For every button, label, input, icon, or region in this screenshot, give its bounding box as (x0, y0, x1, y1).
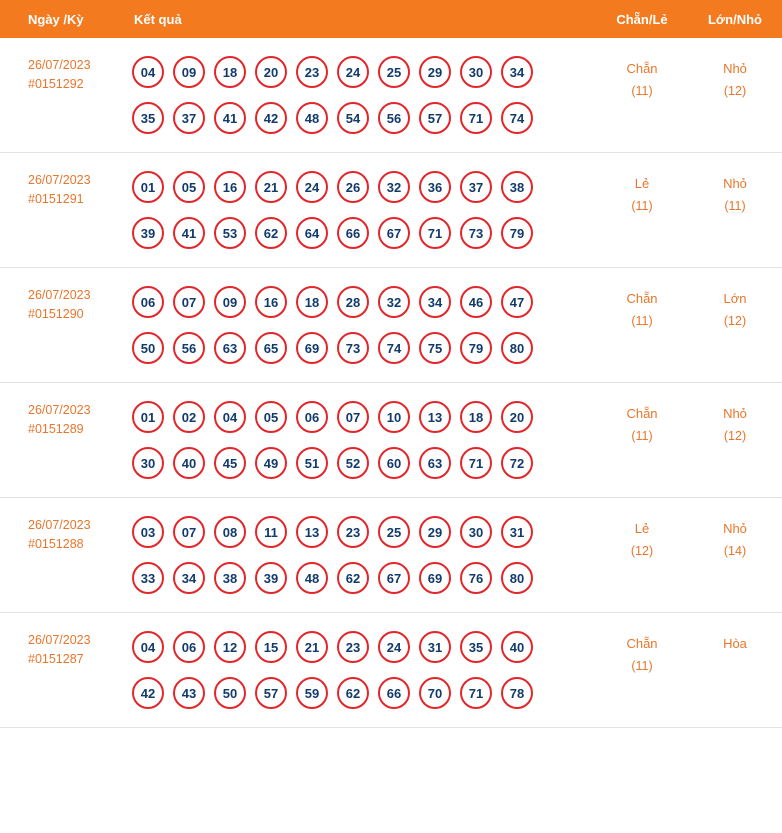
number-ball: 09 (173, 56, 205, 88)
number-ball: 09 (214, 286, 246, 318)
number-ball: 07 (337, 401, 369, 433)
number-ball: 23 (337, 516, 369, 548)
odd-even-value: Lẻ (634, 521, 650, 536)
draw-code: #0151291 (28, 192, 84, 206)
number-ball: 02 (173, 401, 205, 433)
odd-even-cell (596, 383, 688, 498)
big-small-value: Nhỏ (723, 61, 747, 76)
draw-code: #0151289 (28, 422, 84, 436)
table-row (0, 268, 782, 383)
number-ball: 31 (419, 631, 451, 663)
number-ball: 66 (378, 677, 410, 709)
big-small-value: Nhỏ (723, 521, 747, 536)
number-ball: 18 (296, 286, 328, 318)
number-ball: 20 (501, 401, 533, 433)
number-ball: 80 (501, 562, 533, 594)
number-ball: 13 (296, 516, 328, 548)
number-ball: 41 (173, 217, 205, 249)
number-ball-row (132, 447, 595, 479)
number-ball: 24 (337, 56, 369, 88)
odd-even-cell (596, 38, 688, 153)
odd-even-count: (11) (631, 314, 653, 328)
column-header-odd-even: Chẵn/Lẻ (596, 0, 688, 38)
number-ball-row (132, 562, 595, 594)
number-ball: 13 (419, 401, 451, 433)
draw-date: 26/07/2023 (28, 288, 91, 302)
number-ball: 74 (501, 102, 533, 134)
number-ball-row (132, 217, 595, 249)
number-ball-row (132, 286, 595, 318)
number-ball: 48 (296, 102, 328, 134)
table-row (0, 38, 782, 153)
draw-code: #0151288 (28, 537, 84, 551)
big-small-count: (14) (723, 544, 747, 558)
number-ball: 72 (501, 447, 533, 479)
column-header-date: Ngày /Kỳ (0, 0, 126, 38)
number-ball: 21 (296, 631, 328, 663)
number-ball: 23 (337, 631, 369, 663)
number-ball: 71 (460, 102, 492, 134)
draw-date-cell (0, 498, 126, 613)
number-ball-row (132, 677, 595, 709)
number-ball: 38 (214, 562, 246, 594)
number-ball: 67 (378, 217, 410, 249)
number-ball: 74 (378, 332, 410, 364)
number-ball: 06 (296, 401, 328, 433)
result-cell (126, 38, 596, 153)
number-ball-row (132, 171, 595, 203)
draw-date-cell (0, 153, 126, 268)
number-ball-row (132, 631, 595, 663)
number-ball: 10 (378, 401, 410, 433)
number-ball: 43 (173, 677, 205, 709)
number-ball: 16 (214, 171, 246, 203)
odd-even-cell (596, 498, 688, 613)
big-small-value: Nhỏ (723, 176, 747, 191)
number-ball: 39 (132, 217, 164, 249)
number-ball: 05 (173, 171, 205, 203)
draw-code: #0151292 (28, 77, 84, 91)
odd-even-value: Chẵn (626, 406, 658, 421)
number-ball: 39 (255, 562, 287, 594)
number-ball: 25 (378, 516, 410, 548)
odd-even-value: Lẻ (634, 176, 650, 191)
table-header (0, 0, 782, 38)
draw-date-cell (0, 613, 126, 728)
number-ball: 52 (337, 447, 369, 479)
number-ball: 03 (132, 516, 164, 548)
number-ball: 53 (214, 217, 246, 249)
number-ball: 45 (214, 447, 246, 479)
number-ball: 70 (419, 677, 451, 709)
number-ball: 01 (132, 171, 164, 203)
big-small-count: (12) (723, 84, 747, 98)
number-ball: 25 (378, 56, 410, 88)
number-ball: 37 (173, 102, 205, 134)
number-ball: 71 (460, 677, 492, 709)
big-small-cell (688, 268, 782, 383)
number-ball: 24 (378, 631, 410, 663)
number-ball: 36 (419, 171, 451, 203)
number-ball: 46 (460, 286, 492, 318)
number-ball: 57 (419, 102, 451, 134)
number-ball: 64 (296, 217, 328, 249)
number-ball: 73 (337, 332, 369, 364)
odd-even-cell (596, 268, 688, 383)
number-ball: 04 (132, 631, 164, 663)
number-ball: 57 (255, 677, 287, 709)
number-ball: 32 (378, 286, 410, 318)
column-header-big-small: Lớn/Nhỏ (688, 0, 782, 38)
table-row (0, 383, 782, 498)
number-ball: 23 (296, 56, 328, 88)
draw-date: 26/07/2023 (28, 173, 91, 187)
number-ball: 30 (460, 56, 492, 88)
table-body (0, 38, 782, 728)
big-small-value: Nhỏ (723, 406, 747, 421)
number-ball: 40 (501, 631, 533, 663)
odd-even-count: (11) (631, 84, 653, 98)
big-small-count: (12) (723, 314, 747, 328)
number-ball: 34 (501, 56, 533, 88)
odd-even-value: Chẵn (626, 291, 658, 306)
number-ball: 07 (173, 286, 205, 318)
number-ball: 05 (255, 401, 287, 433)
result-cell (126, 613, 596, 728)
number-ball: 35 (460, 631, 492, 663)
number-ball: 62 (255, 217, 287, 249)
number-ball: 08 (214, 516, 246, 548)
big-small-cell (688, 383, 782, 498)
number-ball: 62 (337, 562, 369, 594)
number-ball: 26 (337, 171, 369, 203)
number-ball: 29 (419, 56, 451, 88)
table-header-row (0, 0, 782, 38)
number-ball: 73 (460, 217, 492, 249)
number-ball: 04 (214, 401, 246, 433)
number-ball: 33 (132, 562, 164, 594)
odd-even-cell (596, 613, 688, 728)
draw-code: #0151287 (28, 652, 84, 666)
draw-date: 26/07/2023 (28, 518, 91, 532)
odd-even-value: Chẵn (626, 61, 658, 76)
odd-even-cell (596, 153, 688, 268)
number-ball: 49 (255, 447, 287, 479)
number-ball: 06 (173, 631, 205, 663)
number-ball: 29 (419, 516, 451, 548)
number-ball: 42 (132, 677, 164, 709)
number-ball: 21 (255, 171, 287, 203)
number-ball: 18 (460, 401, 492, 433)
odd-even-count: (11) (631, 659, 653, 673)
number-ball: 65 (255, 332, 287, 364)
number-ball: 15 (255, 631, 287, 663)
number-ball: 07 (173, 516, 205, 548)
number-ball: 04 (132, 56, 164, 88)
table-row (0, 498, 782, 613)
big-small-cell (688, 38, 782, 153)
odd-even-count: (11) (631, 429, 653, 443)
number-ball: 32 (378, 171, 410, 203)
number-ball: 69 (419, 562, 451, 594)
number-ball: 48 (296, 562, 328, 594)
number-ball: 28 (337, 286, 369, 318)
number-ball: 20 (255, 56, 287, 88)
number-ball: 60 (378, 447, 410, 479)
number-ball-row (132, 332, 595, 364)
odd-even-count: (11) (631, 199, 653, 213)
table-row (0, 613, 782, 728)
number-ball: 35 (132, 102, 164, 134)
number-ball: 62 (337, 677, 369, 709)
draw-code: #0151290 (28, 307, 84, 321)
result-cell (126, 153, 596, 268)
table-row (0, 153, 782, 268)
number-ball: 50 (132, 332, 164, 364)
number-ball-row (132, 401, 595, 433)
result-cell (126, 383, 596, 498)
big-small-value: Lớn (723, 291, 747, 306)
number-ball: 16 (255, 286, 287, 318)
number-ball: 71 (460, 447, 492, 479)
number-ball: 18 (214, 56, 246, 88)
big-small-cell (688, 613, 782, 728)
number-ball-row (132, 102, 595, 134)
number-ball: 37 (460, 171, 492, 203)
big-small-cell (688, 498, 782, 613)
big-small-cell (688, 153, 782, 268)
number-ball: 59 (296, 677, 328, 709)
number-ball: 12 (214, 631, 246, 663)
number-ball: 41 (214, 102, 246, 134)
number-ball: 54 (337, 102, 369, 134)
number-ball: 47 (501, 286, 533, 318)
number-ball: 78 (501, 677, 533, 709)
number-ball-row (132, 516, 595, 548)
number-ball: 56 (378, 102, 410, 134)
number-ball: 31 (501, 516, 533, 548)
number-ball: 51 (296, 447, 328, 479)
number-ball: 66 (337, 217, 369, 249)
number-ball: 76 (460, 562, 492, 594)
number-ball: 69 (296, 332, 328, 364)
number-ball: 34 (173, 562, 205, 594)
draw-date-cell (0, 268, 126, 383)
draw-date-cell (0, 383, 126, 498)
draw-date: 26/07/2023 (28, 58, 91, 72)
number-ball: 50 (214, 677, 246, 709)
number-ball: 75 (419, 332, 451, 364)
number-ball-row (132, 56, 595, 88)
number-ball: 71 (419, 217, 451, 249)
number-ball: 34 (419, 286, 451, 318)
number-ball: 40 (173, 447, 205, 479)
number-ball: 01 (132, 401, 164, 433)
number-ball: 79 (460, 332, 492, 364)
number-ball: 38 (501, 171, 533, 203)
number-ball: 30 (132, 447, 164, 479)
number-ball: 80 (501, 332, 533, 364)
result-cell (126, 498, 596, 613)
odd-even-value: Chẵn (626, 636, 658, 651)
column-header-result: Kết quả (126, 0, 596, 38)
draw-date: 26/07/2023 (28, 633, 91, 647)
number-ball: 79 (501, 217, 533, 249)
number-ball: 30 (460, 516, 492, 548)
number-ball: 56 (173, 332, 205, 364)
big-small-value: Hòa (723, 636, 747, 651)
number-ball: 06 (132, 286, 164, 318)
odd-even-count: (12) (630, 544, 654, 558)
number-ball: 42 (255, 102, 287, 134)
number-ball: 11 (255, 516, 287, 548)
big-small-count: (11) (724, 199, 746, 213)
number-ball: 63 (214, 332, 246, 364)
result-cell (126, 268, 596, 383)
number-ball: 24 (296, 171, 328, 203)
number-ball: 67 (378, 562, 410, 594)
draw-date-cell (0, 38, 126, 153)
number-ball: 63 (419, 447, 451, 479)
big-small-count: (12) (723, 429, 747, 443)
draw-date: 26/07/2023 (28, 403, 91, 417)
